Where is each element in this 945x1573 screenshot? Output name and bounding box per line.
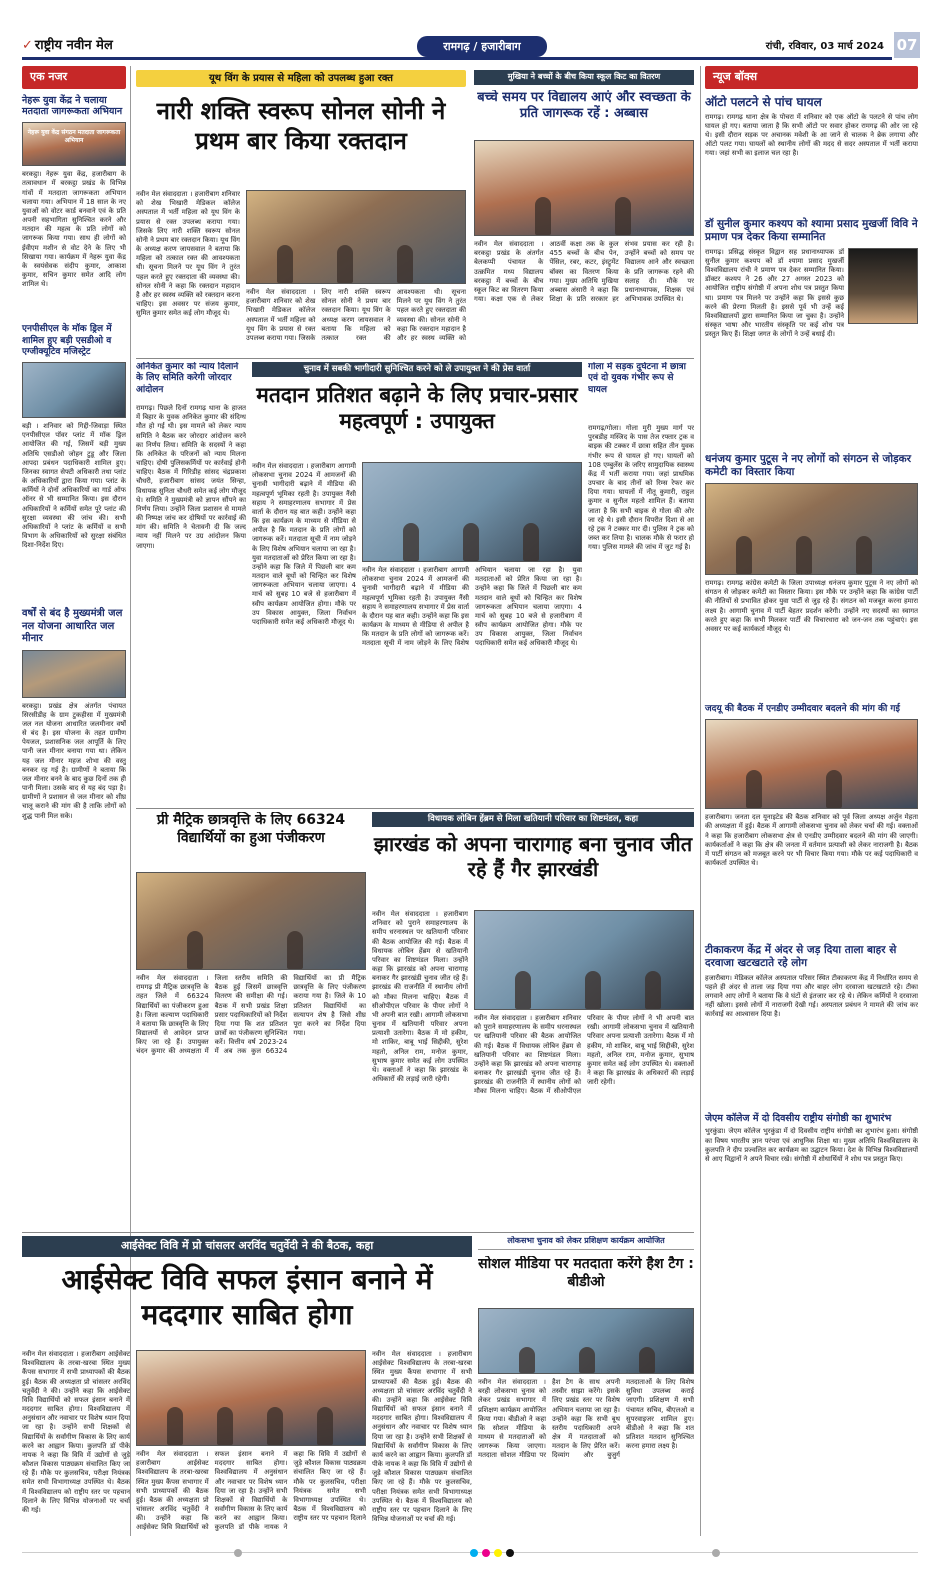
article-social-media-headline bbox=[478, 1256, 694, 1306]
article-body: हजारीबाग। मेडिकल कॉलेज अस्पताल परिसर स्थित टीकाकरण केंद्र में निर्धारित समय से पहले ही अंदर से ताला जड़ दिया गया और बाहर लोग दरवाजा खटखटाते रहे। टीका लगवाने आए लोगों ने बताया कि वे घंटों से इंतजार कर रहे थे। लेकिन कर्मियों ने दरवाजा नहीं खोला। इससे लोगों में नाराजगी देखी गई। अस्पताल प्रबंधन ने मामले की जांच कर कार्रवाई का आश्वासन दिया है। bbox=[705, 973, 918, 1019]
article-body: नवीन मेल संवाददाता । हजारीबाग शनिवार को शेख भिखारी मेडिकल कॉलेज अस्पताल में भर्ती महिला को यूथ विंग के प्रयास से रक्त उपलब्ध कराया गया। जिसके लिए नारी शक्ति स्वरूप सोनल सोनी ने प्रथम बार रक्तदान किया। यूथ विंग के अध्यक्ष करण जायसवाल ने बताया कि महिला को तत्काल रक्त की आवश्यकता थी। सूचना मिलने पर यूथ विंग ने तुरंत पहल करते हुए रक्तदाता की व्यवस्था की। सोनल सोनी ने कहा कि रक्तदान महादान है और हर स्वस्थ व्यक्ति को रक्तदान करना चाहिए। इस अवसर पर संजय कुमार, सुमित कुमार समेत कई लोग मौजूद थे। bbox=[136, 190, 240, 318]
kicker: मुखिया ने बच्चों के बीच किया स्कूल किट का वितरण bbox=[474, 70, 694, 85]
article-social-media-kicker-wrap bbox=[478, 1236, 694, 1252]
news-photo bbox=[22, 650, 126, 698]
photo-figure bbox=[615, 197, 631, 235]
article-body: भुरकुंडा। जेएम कॉलेज भुरकुंडा में दो दिवसीय राष्ट्रीय संगोष्ठी का शुभारंभ हुआ। संगोष्ठी का विषय भारतीय ज्ञान परंपरा एवं आधुनिक शिक्षा था। मुख्य अतिथि विश्वविद्यालय के कुलपति ने दीप प्रज्वलित कर कार्यक्रम का उद्घाटन किया। देश के विभिन्न विश्वविद्यालयों से आए विद्वानों ने अपने विचार रखे। संगोष्ठी में शोधार्थियों ने शोध पत्र प्रस्तुत किए। bbox=[705, 1127, 918, 1163]
photo-figure bbox=[167, 1407, 183, 1445]
article-body: नवीन मेल संवाददाता । बरकट्ठा प्रखंड के अंतर्गत बेलकप्पी पंचायत के उत्क्रमित मध्य विद्यालय बरकट्ठा में बच्चों के बीच स्कूल किट का वितरण किया गया। कक्षा एक से लेकर आठवीं कक्षा तक के कुल 455 बच्चों के बीच पेन, पेंसिल, रबर, कटर, इंस्ट्रूमेंट बॉक्स का वितरण किया गया। मुख्य अतिथि मुखिया अब्बास अंसारी ने कहा कि शिक्षा के प्रति सरकार हर संभव प्रयास कर रही है। उन्होंने बच्चों को समय पर विद्यालय आने और स्वच्छता के प्रति जागरूक रहने की सलाह दी। मौके पर प्रधानाध्यापक, शिक्षक एवं अभिभावक उपस्थित थे। bbox=[474, 240, 694, 304]
article-body: बड़ी । शनिवार को गिद्दी-जिवाड़ा स्थित एनपीसीएल पॉवर प्लांट में मॉक ड्रिल आयोजित की गई, जिसमें बड़ी मुख्य अतिथि एसडीओ जोहन टुडू और जिला आपदा प्रबंधन पदाधिकारी शामिल हुए। जिनका स्वागत सेफ्टी अधिकारी तथा प्लांट के अधिकारियों द्वारा किया गया। प्लांट के कर्मियों ने दोनों अधिकारियों का गार्ड ऑफ ऑनर से भी सम्मानित किया। इस दौरान अधिकारियों ने कर्मियों समेत पूरे प्लांट की सुरक्षा व्यवस्था की जांच की। सभी अधिकारियों ने प्लांट के कर्मियों व सभी विभाग के अधिकारियों को सुरक्षा संबंधित दिशा-निर्देश दिए। bbox=[22, 422, 126, 550]
divider bbox=[136, 358, 694, 359]
registration-dot bbox=[234, 1549, 242, 1557]
photo-figure bbox=[397, 245, 413, 283]
article-social-media-body bbox=[478, 1378, 694, 1540]
paper-name: राष्ट्रीय नवीन मेल bbox=[34, 38, 113, 53]
photo-figure bbox=[403, 523, 419, 561]
section-header-ek-nazar: एक नजर bbox=[22, 66, 126, 89]
article-khatiyani-headline bbox=[372, 832, 694, 906]
news-photo-scholarship-meeting bbox=[136, 872, 366, 970]
headline: एनपीसीएल के मॉक ड्रिल में शामिल हुए बड़ी एसडीओ व एग्जीक्यूटिव मजिस्ट्रेट bbox=[22, 324, 112, 357]
article-school-kit-body bbox=[474, 240, 694, 350]
article-accident-headline bbox=[588, 362, 694, 422]
article-voting-body-col1 bbox=[252, 462, 356, 802]
article-scholarship-body bbox=[136, 974, 366, 1226]
article-khatiyani-body-col2 bbox=[474, 1014, 694, 1226]
headline: सोशल मीडिया पर मतदाता करेंगे हैश टैग : बीडीओ bbox=[478, 1256, 694, 1290]
headline: डॉ सुनील कुमार कश्यप को श्यामा प्रसाद मुखर्जी विवि ने प्रमाण पत्र देकर किया सम्मानित bbox=[705, 217, 918, 243]
article-body: नवीन मेल संवाददाता । रामगढ़ प्री मैट्रिक छात्रवृत्ति के तहत जिले में 66324 विद्यार्थियों का पंजीकरण हुआ है। जिला कल्याण पदाधिकारी ने बताया कि छात्रवृत्ति के लिए विद्यालयों से आवेदन प्राप्त किए जा रहे हैं। उपायुक्त चंदन कुमार की अध्यक्षता में जिला स्तरीय समिति की बैठक हुई जिसमें छात्रवृत्ति वितरण की समीक्षा की गई। बैठक में सभी प्रखंड शिक्षा प्रसार पदाधिकारियों को निर्देश दिया गया कि शत प्रतिशत छात्रों का पंजीकरण सुनिश्चित करें। वित्तीय वर्ष 2023-24 में अब तक कुल 66324 विद्यार्थियों का प्री मैट्रिक छात्रवृत्ति के लिए पंजीकरण कराया गया है। जिले के 10 प्रतिशत विद्यार्थियों का सत्यापन शेष है जिसे शीघ्र पूरा करने का निर्देश दिया गया। bbox=[136, 974, 366, 1056]
article-body: रामगढ़/गोला। गोला मुरी मुख्य मार्ग पर पुरबडीह मस्जिद के पास तेज रफ्तार ट्रक व बाइक की टक्कर में छात्रा सहित तीन युवक गंभीर रूप से घायल हो गए। घायलों को 108 एम्बुलेंस के जरिए सामुदायिक स्वास्थ्य केंद्र में भर्ती कराया गया। जहां प्राथमिक उपचार के बाद तीनों को रिम्स रेफर कर दिया गया। घायलों में नीतू कुमारी, राहुल कुमार व सुनील महतो शामिल हैं। बताया जाता है कि सभी बाइक से गोला की ओर जा रहे थे। इसी दौरान विपरीत दिशा से आ रहे ट्रक ने टक्कर मार दी। पुलिस ने ट्रक को जब्त कर लिया है। चालक मौके से फरार हो गया। पुलिस मामले की जांच में जुट गई है। bbox=[588, 424, 694, 552]
photo-figure bbox=[317, 1407, 333, 1445]
registration-dot-black bbox=[506, 1549, 514, 1557]
headline: आईसेक्ट विवि सफल इंसान बनाने में मददगार साबित होगा bbox=[61, 1263, 433, 1331]
article-scholarship-headline bbox=[136, 812, 366, 870]
photo-figure bbox=[736, 536, 752, 574]
article-voting-body-col2 bbox=[362, 566, 582, 802]
headline: धनंजय कुमार पुटूस ने नए लोगों को संगठन से जोड़कर कमेटी का विस्तार किया bbox=[705, 452, 912, 478]
photo-figure bbox=[519, 1347, 535, 1373]
section-header-news-box: न्यूज बॉक्स bbox=[705, 66, 918, 89]
photo-figure bbox=[639, 1347, 655, 1373]
article-blood-donation-body-col1 bbox=[136, 190, 240, 330]
article-wrap bbox=[705, 248, 918, 448]
headline: बच्चे समय पर विद्यालय आएं और स्वच्छता के प्रति जागरूक रहें : अब्बास bbox=[477, 90, 691, 122]
headline: नारी शक्ति स्वरूप सोनल सोनी ने प्रथम बार किया रक्तदान bbox=[156, 97, 446, 155]
photo-banner-text: नेहरू युवा केंद्र संगठन मतदाता जागरूकता अभियान bbox=[27, 129, 121, 145]
news-photo-jdu-meeting bbox=[705, 719, 918, 809]
headline: झारखंड को अपना चारागाह बना चुनाव जीत रहे हैं गैर झारखंडी bbox=[373, 832, 693, 881]
headline: मतदान प्रतिशत बढ़ाने के लिए प्रचार-प्रसार महत्वपूर्ण : उपायुक्त bbox=[256, 383, 578, 434]
headline: नेहरू युवा केंद्र ने चलाया मतदाता जागरूकता अभियान bbox=[22, 94, 123, 118]
registration-dot-yellow bbox=[494, 1549, 502, 1557]
photo-figure bbox=[645, 971, 661, 1009]
photo-figure bbox=[535, 197, 551, 235]
news-photo-press-conference bbox=[362, 462, 582, 562]
article-voting-headline bbox=[252, 382, 582, 456]
article-body-continued: नवीन मेल संवाददाता । हजारीबाग शनिवार को पुराने समाहरणालय के समीप धरनास्थल पर खतियानी परिवार की बैठक आयोजित की गई। बैठक में विधायक लोबिन हेंब्रम से खतियानी परिवार का शिष्टमंडल मिला। उन्होंने कहा कि झारखंड को अपना चारागाह बनाकर गैर झारखंडी चुनाव जीत रहे हैं। झारखंड की राजनीति में स्थानीय लोगों को मौका मिलना चाहिए। बैठक में सीओपीएल परिवार के पीयर लोगों ने भी अपनी बात रखी। आगामी लोकसभा चुनाव में खतियानी परिवार अपना प्रत्याशी उतारेगा। बैठक में मो हकीम, मो शाकिर, बाबू भाई सिद्दीकी, सुरेश महतो, अनिल राम, मनोज कुमार, सुभाष कुमार समेत कई लोग उपस्थित थे। वक्ताओं ने कहा कि झारखंड के अधिकारों की लड़ाई जारी रहेगी। bbox=[474, 1014, 694, 1096]
section-name: रामगढ़ / हजारीबाग bbox=[417, 36, 547, 57]
article-aisect-body-col1 bbox=[22, 1350, 130, 1540]
photo-figure bbox=[187, 931, 203, 969]
article-body: रामगढ़। रामगढ़ कांग्रेस कमेटी के जिला उपाध्यक्ष धनंजय कुमार पुटूस ने नए लोगों को संगठन से जोड़कर कमेटी का विस्तार किया। इस मौके पर उन्होंने कहा कि कांग्रेस पार्टी की नीतियों से प्रभावित होकर युवा पार्टी से जुड़ रहे हैं। संगठन को मजबूत करना हमारा लक्ष्य है। आगामी चुनाव में पार्टी बेहतर प्रदर्शन करेगी। उन्होंने नए सदस्यों का स्वागत करते हुए कहा कि सभी मिलकर पार्टी की विचारधारा को जन-जन तक पहुंचाएं। इस अवसर पर कई कार्यकर्ता मौजूद थे। bbox=[705, 579, 918, 633]
photo-figure bbox=[579, 1347, 595, 1373]
article-body-continued: नवीन मेल संवाददाता । हजारीबाग आईसेक्ट विश्वविद्यालय के तरबा-खरबा स्थित मुख्य कैंपस सभागार में सभी प्राध्यापकों की बैठक हुई। बैठक की अध्यक्षता प्रो चांसलर अरविंद चतुर्वेदी ने की। उन्होंने कहा कि आईसेक्ट विवि विद्यार्थियों को सफल इंसान बनाने में मददगार साबित होगा। विश्वविद्यालय में अनुसंधान और नवाचार पर विशेष ध्यान दिया जा रहा है। उन्होंने सभी शिक्षकों से विद्यार्थियों के सर्वांगीण विकास के लिए कार्य करने का आह्वान किया। कुलपति डॉ पीके नायक ने कहा कि विवि में उद्योगों से जुड़े कौशल विकास पाठ्यक्रम संचालित किए जा रहे हैं। मौके पर कुलसचिव, परीक्षा नियंत्रक समेत सभी विभागाध्यक्ष उपस्थित थे। बैठक में विश्वविद्यालय को राष्ट्रीय स्तर पर पहचान दिलाने के लिए विभिन्न योजनाओं पर चर्चा की गई। bbox=[372, 1350, 472, 1524]
article-body: नवीन मेल संवाददाता । हजारीबाग आईसेक्ट विश्वविद्यालय के तरबा-खरबा स्थित मुख्य कैंपस सभागार में सभी प्राध्यापकों की बैठक हुई। बैठक की अध्यक्षता प्रो चांसलर अरविंद चतुर्वेदी ने की। उन्होंने कहा कि आईसेक्ट विवि विद्यार्थियों को सफल इंसान बनाने में मददगार साबित होगा। विश्वविद्यालय में अनुसंधान और नवाचार पर विशेष ध्यान दिया जा रहा है। उन्होंने सभी शिक्षकों से विद्यार्थियों के सर्वांगीण विकास के लिए कार्य करने का आह्वान किया। कुलपति डॉ पीके नायक ने कहा कि विवि में उद्योगों से जुड़े कौशल विकास पाठ्यक्रम संचालित किए जा रहे हैं। मौके पर कुलसचिव, परीक्षा नियंत्रक समेत सभी विभागाध्यक्ष उपस्थित थे। बैठक में विश्वविद्यालय को राष्ट्रीय स्तर पर पहचान दिलाने के लिए विभिन्न योजनाओं पर चर्चा की गई। bbox=[22, 1350, 130, 1514]
article-aniket-body bbox=[136, 404, 246, 804]
registration-dot bbox=[712, 1549, 720, 1557]
article-body: बरकट्ठा। प्रखंड क्षेत्र अंतर्गत पंचायत सिरसीडीह के ग्राम टुकहीसा में मुख्यमंत्री जल नल योजना आधारित जलमीनार वर्षों से बंद है। इस योजना के तहत ग्रामीण पेयजल, प्रशासनिक जल आपूर्ति के लिए पानी जल मीनार बनाया गया था। लेकिन यह जल मीनार महज शोभा की वस्तु बनकर रह गई है। ग्रामीणों ने बताया कि जल मीनार बनने के बाद कुछ दिनों तक ही पानी मिला। उसके बाद से यह बंद पड़ा है। ग्रामीणों ने प्रशासन से जल मीनार को शीघ्र चालू कराने की मांग की है ताकि लोगों को शुद्ध पानी मिल सके। bbox=[22, 701, 126, 820]
photo-figure bbox=[585, 971, 601, 1009]
headline: गोला में सड़क दुर्घटना में छात्रा एवं दो युवक गंभीर रूप से घायल bbox=[588, 362, 686, 395]
article-blood-donation-headline bbox=[136, 96, 466, 184]
photo-figure bbox=[515, 971, 531, 1009]
article-body: बरकट्ठा। नेहरू युवा केंद्र, हजारीबाग के तत्वावधान में बरकट्ठा प्रखंड के विभिन्न गांवों में मतदाता जागरूकता अभियान चलाया गया। अभियान में 18 साल के नए युवाओं को वोटर कार्ड बनवाने एवं के प्रति अपनी सहभागिता सुनिश्चित करने और मतदान की महत्व के प्रति लोगों को जागरूक किया गया। साथ ही लोगों को ईवीएम मशीन से वोट देने के लिए भी सिखाया गया। कार्यक्रम में नेहरू युवा केंद्र के स्वयंसेवक संदीप कुमार, आकाश कुमार, सचिन कुमार समेत आदि लोग शामिल थे। bbox=[22, 170, 126, 289]
headline: जदयू की बैठक में एनडीए उम्मीदवार बदलने की मांग की गई bbox=[705, 704, 900, 715]
divider bbox=[136, 808, 694, 809]
article-accident-body bbox=[588, 424, 694, 802]
registration-dot-magenta bbox=[482, 1549, 490, 1557]
photo-figure bbox=[287, 931, 303, 969]
article-body: रामगढ़। पिछले दिनों रामगढ़ थाना के हाजत में बिहार के युवक अनिकेत कुमार की संदिग्ध मौत हो गई थी। इस मामले को लेकर न्याय समिति ने बैठक कर जोरदार आंदोलन करने का निर्णय लिया। समिति के सदस्यों ने कहा कि अनिकेत के परिजनों को न्याय मिलना चाहिए। दोषी पुलिसकर्मियों पर कार्रवाई होनी चाहिए। बैठक में गिरिडीह सांसद चंद्रप्रकाश चौधरी, हजारीबाग सांसद जयंत सिन्हा, विधायक सुनिता चौधरी समेत कई लोग मौजूद थे। समिति ने मुख्यमंत्री को ज्ञापन सौंपने का निर्णय लिया। उन्होंने जिला प्रशासन से मामले की निष्पक्ष जांच कर दोषियों पर कार्रवाई की मांग की। समिति ने चेतावनी दी कि जल्द न्याय नहीं मिलने पर उग्र आंदोलन किया जाएगा। bbox=[136, 404, 246, 550]
right-column bbox=[705, 66, 918, 1231]
article-blood-donation-body-col2 bbox=[246, 288, 466, 352]
article-body: नवीन मेल संवाददाता । बरही लोकसभा चुनाव को लेकर प्रखंड सभागार में प्रशिक्षण कार्यक्रम आयोजित किया गया। बीडीओ ने कहा कि सोशल मीडिया के माध्यम से मतदाताओं को जागरूक किया जाएगा। मतदाता सोशल मीडिया पर हैश टैग के साथ अपनी तस्वीर साझा करेंगे। इसके लिए प्रखंड स्तर पर विशेष अभियान चलाया जा रहा है। उन्होंने कहा कि सभी बूथ स्तरीय पदाधिकारी अपने क्षेत्र में मतदाताओं को मतदान के लिए प्रेरित करें। दिव्यांग और बुजुर्ग मतदाताओं के लिए विशेष सुविधा उपलब्ध कराई जाएगी। प्रशिक्षण में सभी पंचायत सचिव, बीएलओ व सुपरवाइजर शामिल हुए। बीडीओ ने कहा कि शत प्रतिशत मतदान सुनिश्चित करना हमारा लक्ष्य है। bbox=[478, 1378, 694, 1460]
photo-figure bbox=[826, 770, 842, 808]
news-photo-training bbox=[478, 1308, 694, 1374]
news-photo-aisect-meeting bbox=[136, 1350, 366, 1446]
registration-dot-cyan bbox=[470, 1549, 478, 1557]
portrait-photo bbox=[848, 248, 918, 324]
article-school-kit-kicker-wrap bbox=[474, 70, 694, 86]
kicker: आईसेक्ट विवि में प्रो चांसलर अरविंद चतुर्वेदी ने की बैठक, कहा bbox=[22, 1236, 472, 1257]
news-photo-school-kit bbox=[474, 140, 694, 236]
divider bbox=[22, 1232, 694, 1233]
news-photo bbox=[22, 122, 126, 166]
news-photo-blood-donation bbox=[246, 190, 466, 284]
photo-figure bbox=[463, 523, 479, 561]
article-khatiyani-body-col1 bbox=[372, 910, 468, 1226]
photo-figure bbox=[856, 536, 872, 574]
article-voting-kicker-wrap bbox=[252, 362, 582, 378]
headline: टीकाकरण केंद्र में अंदर से जड़ दिया ताला बाहर से दरवाजा खटखटाते रहे लोग bbox=[705, 944, 897, 970]
column-rule bbox=[700, 66, 701, 1536]
kicker: यूथ विंग के प्रयास से महिला को उपलब्ध हुआ रक्त bbox=[136, 70, 466, 87]
article-aisect-body-col3 bbox=[372, 1350, 472, 1540]
article-body: रामगढ़। रामगढ़ थाना क्षेत्र के पोचरा में शनिवार को एक ऑटो के पलटने से पांच लोग घायल हो गए। बताया जाता है कि सभी ऑटो पर सवार होकर रामगढ़ की ओर जा रहे थे। इसी दौरान सड़क पर अचानक मवेशी के आ जाने से चालक ने ब्रेक लगाया और ऑटो पलट गया। घायलों को स्थानीय लोगों की मदद से सदर अस्पताल में भर्ती कराया गया। जहां सभी का इलाज चल रहा है। bbox=[705, 112, 918, 158]
article-body-continued: नवीन मेल संवाददाता । हजारीबाग आईसेक्ट विश्वविद्यालय के तरबा-खरबा स्थित मुख्य कैंपस सभागार में सभी प्राध्यापकों की बैठक हुई। बैठक की अध्यक्षता प्रो चांसलर अरविंद चतुर्वेदी ने की। उन्होंने कहा कि आईसेक्ट विवि विद्यार्थियों को सफल इंसान बनाने में मददगार साबित होगा। विश्वविद्यालय में अनुसंधान और नवाचार पर विशेष ध्यान दिया जा रहा है। उन्होंने सभी शिक्षकों से विद्यार्थियों के सर्वांगीण विकास के लिए कार्य करने का आह्वान किया। कुलपति डॉ पीके नायक ने कहा कि विवि में उद्योगों से जुड़े कौशल विकास पाठ्यक्रम संचालित किए जा रहे हैं। मौके पर कुलसचिव, परीक्षा नियंत्रक समेत सभी विभागाध्यक्ष उपस्थित थे। बैठक में विश्वविद्यालय को राष्ट्रीय स्तर पर पहचान दिलाने bbox=[136, 1450, 366, 1532]
article-body: नवीन मेल संवाददाता । हजारीबाग आगामी लोकसभा चुनाव 2024 में आमजनों की चुनावी भागीदारी बढ़ाने में मीडिया की महत्वपूर्ण भूमिका रहती है। उपायुक्त नैंसी सहाय ने समाहरणालय सभागार में प्रेस वार्ता के दौरान यह बात कही। उन्होंने कहा कि इस कार्यक्रम के माध्यम से मीडिया से अपील है कि मतदान के प्रति लोगों को जागरूक करें। मतदाता सूची में नाम जोड़ने के लिए विशेष अभियान चलाया जा रहा है। युवा मतदाताओं को प्रेरित किया जा रहा है। उन्होंने कहा कि जिले में पिछली बार कम मतदान वाले बूथों को चिन्हित कर विशेष जागरूकता अभियान चलाया जाएगा। 4 मार्च को सुबह 10 बजे से हजारीबाग में स्वीप कार्यक्रम आयोजित होगा। मौके पर उप विकास आयुक्त, जिला निर्वाचन पदाधिकारी समेत कई अधिकारी मौजूद थे। bbox=[252, 462, 356, 626]
article-aisect-body-col2 bbox=[136, 1450, 366, 1540]
issue-date: रांची, रविवार, 03 मार्च 2024 bbox=[765, 41, 884, 52]
article-aniket-headline bbox=[136, 362, 246, 402]
article-aisect-headline bbox=[22, 1262, 472, 1346]
news-photo-khatiyani-meeting bbox=[474, 910, 694, 1010]
paper-logo bbox=[22, 37, 113, 54]
article-text: रामगढ़। प्रसिद्ध संस्कृत विद्वान सह प्रधानाध्यापक डॉ सुनील कुमार कश्यप को डॉ श्यामा प्रसाद मुखर्जी विश्वविद्यालय रांची ने प्रमाण पत्र देकर सम्मानित किया। डॉक्टर कश्यप ने 26 और 27 अगस्त 2023 को आयोजित राष्ट्रीय संगोष्ठी में अपना शोध पत्र प्रस्तुत किया था। प्रमाण पत्र मिलने पर उन्होंने कहा कि इससे कुछ करने की प्रेरणा मिलती है। इससे पूर्व भी उन्हें कई विश्वविद्यालयों द्वारा सम्मानित किया जा चुका है। उन्होंने संस्कृत भाषा और भारतीय संस्कृति पर कई शोध पत्र प्रस्तुत किए हैं। शिक्षा जगत के लोगों ने उन्हें बधाई दी। bbox=[705, 247, 844, 339]
article-body: हजारीबाग। जनता दल यूनाइटेड की बैठक शनिवार को पूर्व जिला अध्यक्ष अर्जुन मेहता की अध्यक्षता में हुई। बैठक में आगामी लोकसभा चुनाव को लेकर चर्चा की गई। वक्ताओं ने कहा कि हजारीबाग लोकसभा क्षेत्र से एनडीए उम्मीदवार बदलने की मांग की जाएगी। कार्यकर्ताओं ने कहा कि क्षेत्र की जनता में वर्तमान प्रत्याशी को लेकर नाराजगी है। बैठक में पार्टी संगठन को मजबूत करने पर भी विचार किया गया। मौके पर कई पदाधिकारी व कार्यकर्ता उपस्थित थे। bbox=[705, 813, 918, 868]
headline: ऑटो पलटने से पांच घायल bbox=[705, 94, 822, 109]
article-khatiyani-kicker-wrap bbox=[372, 812, 694, 828]
photo-figure bbox=[523, 523, 539, 561]
left-column bbox=[22, 66, 126, 907]
headline: प्री मैट्रिक छात्रवृत्ति के लिए 66324 विद्यार्थियों का हुआ पंजीकरण bbox=[156, 812, 346, 846]
article-aisect-kicker-wrap bbox=[22, 1236, 472, 1258]
article-body: नवीन मेल संवाददाता । हजारीबाग शनिवार को पुराने समाहरणालय के समीप धरनास्थल पर खतियानी परिवार की बैठक आयोजित की गई। बैठक में विधायक लोबिन हेंब्रम से खतियानी परिवार का शिष्टमंडल मिला। उन्होंने कहा कि झारखंड को अपना चारागाह बनाकर गैर झारखंडी चुनाव जीत रहे हैं। झारखंड की राजनीति में स्थानीय लोगों को मौका मिलना चाहिए। बैठक में सीओपीएल परिवार के पीयर लोगों ने भी अपनी बात रखी। आगामी लोकसभा चुनाव में खतियानी परिवार अपना प्रत्याशी उतारेगा। बैठक में मो हकीम, मो शाकिर, बाबू भाई सिद्दीकी, सुरेश महतो, अनिल राम, मनोज कुमार, सुभाष कुमार समेत कई लोग उपस्थित थे। वक्ताओं ने कहा कि झारखंड के अधिकारों की लड़ाई जारी रहेगी। bbox=[372, 910, 468, 1084]
photo-figure bbox=[746, 770, 762, 808]
kicker: विधायक लोबिन हेंब्रम से मिला खतियानी परिवार का शिष्टमंडल, कहा bbox=[372, 812, 694, 827]
kicker: चुनाव में सबकी भागीदारी सुनिश्चित करने को ले उपायुक्त ने की प्रेस वार्ता bbox=[252, 362, 582, 377]
masthead bbox=[22, 34, 892, 60]
photo-figure bbox=[277, 245, 293, 283]
news-photo bbox=[22, 362, 126, 418]
article-school-kit-headline bbox=[474, 90, 694, 136]
news-photo-congress-meeting bbox=[705, 483, 918, 575]
kicker: लोकसभा चुनाव को लेकर प्रशिक्षण कार्यक्रम आयोजित bbox=[478, 1236, 694, 1250]
article-body-continued: नवीन मेल संवाददाता । हजारीबाग आगामी लोकसभा चुनाव 2024 में आमजनों की चुनावी भागीदारी बढ़ाने में मीडिया की महत्वपूर्ण भूमिका रहती है। उपायुक्त नैंसी सहाय ने समाहरणालय सभागार में प्रेस वार्ता के दौरान यह बात कही। उन्होंने कहा कि इस कार्यक्रम के माध्यम से मीडिया से अपील है कि मतदान के प्रति लोगों को जागरूक करें। मतदाता सूची में नाम जोड़ने के लिए विशेष अभियान चलाया जा रहा है। युवा मतदाताओं को प्रेरित किया जा रहा है। उन्होंने कहा कि जिले में पिछली बार कम मतदान वाले बूथों को चिन्हित कर विशेष जागरूकता अभियान चलाया जाएगा। 4 मार्च को सुबह 10 बजे से हजारीबाग में स्वीप कार्यक्रम आयोजित होगा। मौके पर उप विकास आयुक्त, जिला निर्वाचन पदाधिकारी समेत कई अधिकारी मौजूद थे। bbox=[362, 566, 582, 648]
photo-figure bbox=[337, 245, 353, 283]
print-registration-strip bbox=[22, 1548, 918, 1558]
article-body-continued: नवीन मेल संवाददाता । हजारीबाग शनिवार को शेख भिखारी मेडिकल कॉलेज अस्पताल में भर्ती महिला को यूथ विंग के प्रयास से रक्त उपलब्ध कराया गया। जिसके लिए नारी शक्ति स्वरूप सोनल सोनी ने प्रथम बार रक्तदान किया। यूथ विंग के अध्यक्ष करण जायसवाल ने बताया कि महिला को तत्काल रक्त की आवश्यकता थी। सूचना मिलने पर यूथ विंग ने तुरंत पहल करते हुए रक्तदाता की व्यवस्था की। सोनल सोनी ने कहा कि रक्तदान महादान है और हर स्वस्थ व्यक्ति को bbox=[246, 288, 466, 342]
headline: वर्षों से बंद है मुख्यमंत्री जल नल योजना आधारित जल मीनार bbox=[22, 608, 123, 645]
headline: जेएम कॉलेज में दो दिवसीय राष्ट्रीय संगोष्ठी का शुभारंभ bbox=[705, 1112, 892, 1124]
page-number: 07 bbox=[894, 32, 920, 58]
logo-swoosh-icon: ✓ bbox=[22, 38, 33, 53]
headline: अनिकेत कुमार को न्याय दिलाने के लिए समिति करेगी जोरदार आंदोलन bbox=[136, 362, 239, 395]
photo-figure bbox=[796, 536, 812, 574]
photo-figure bbox=[267, 1407, 283, 1445]
photo-figure bbox=[217, 1407, 233, 1445]
